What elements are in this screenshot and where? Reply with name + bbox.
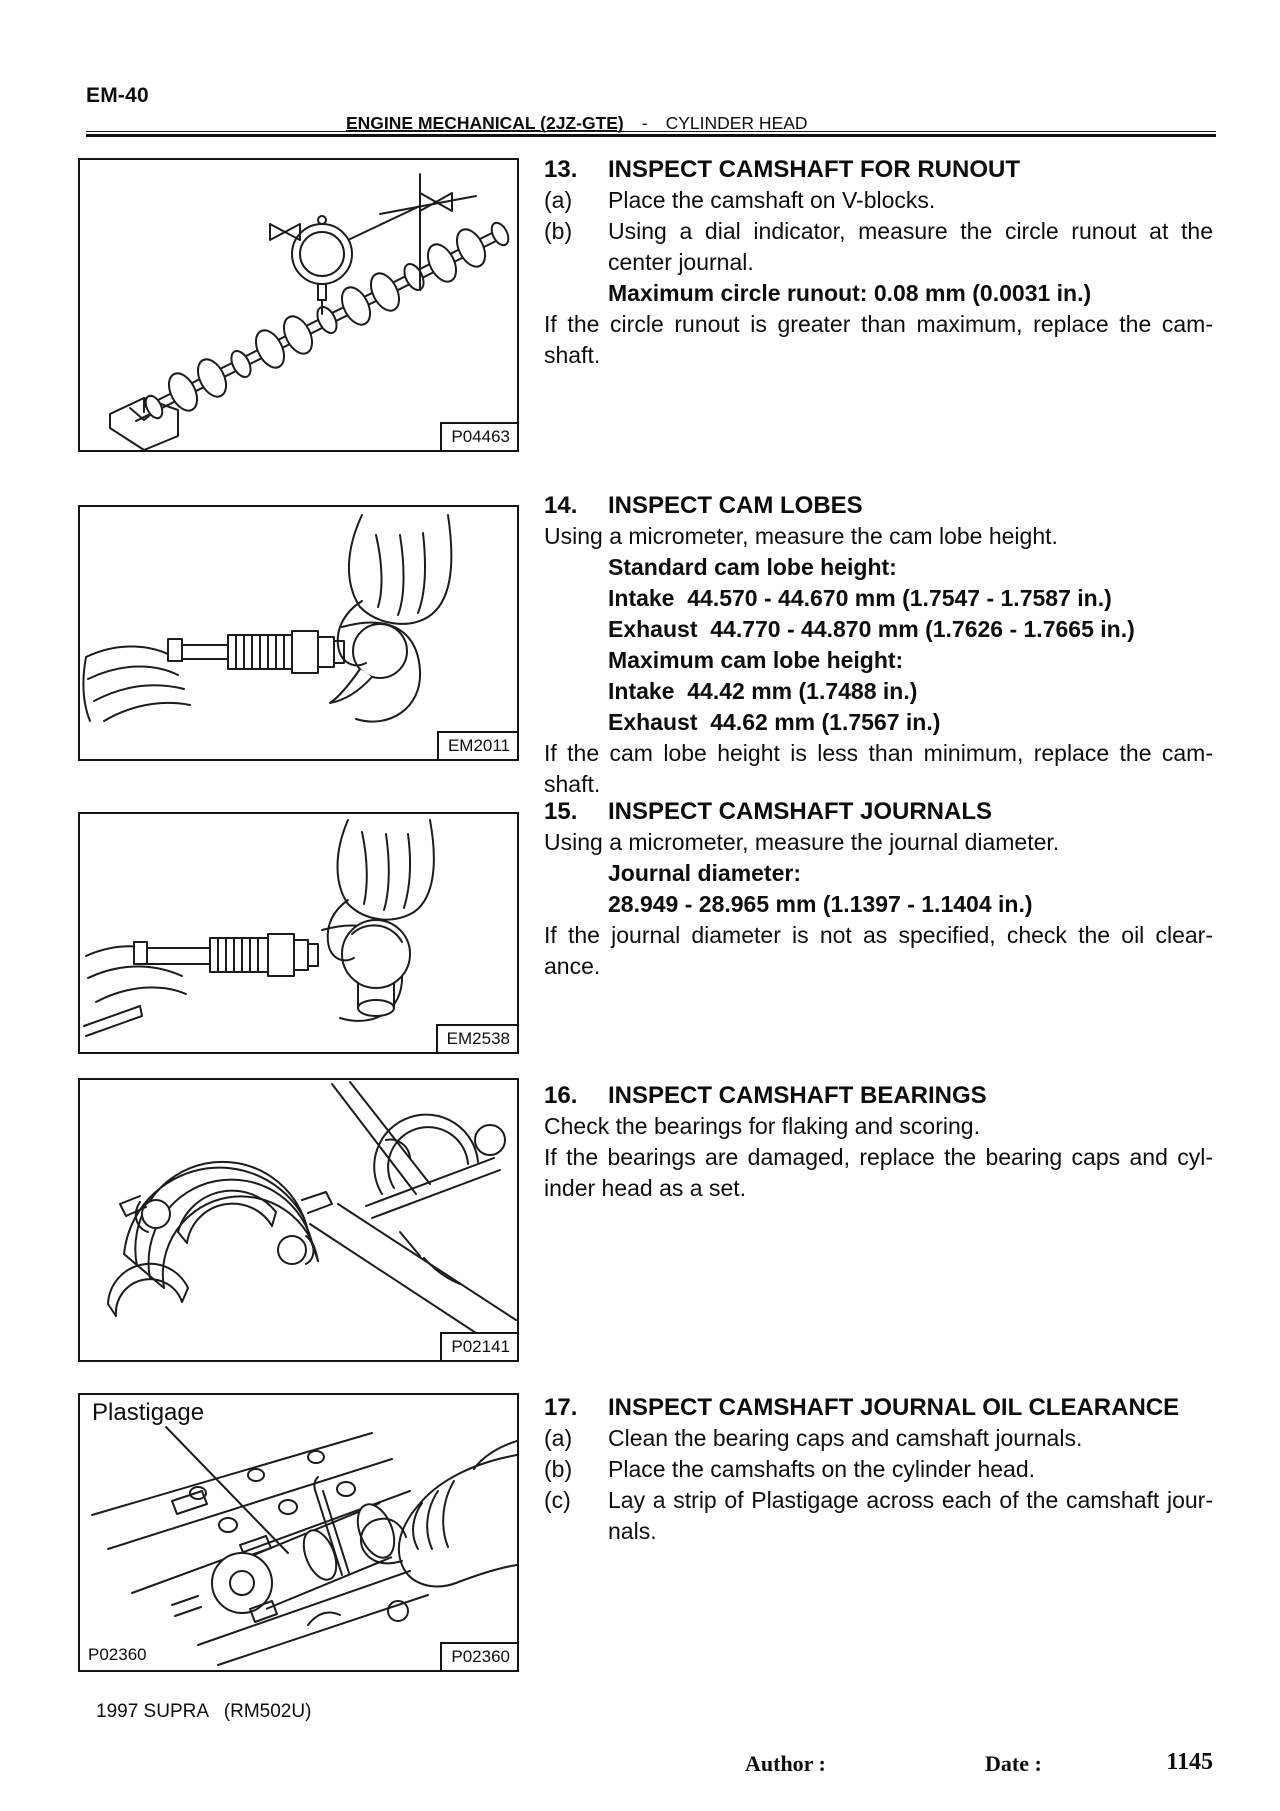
footer-author-label: Author : bbox=[745, 1751, 826, 1776]
step-label: (c) bbox=[544, 1487, 571, 1513]
body-line: inder head as a set. bbox=[544, 1175, 747, 1201]
step-text: Clean the bearing caps and camshaft journals. bbox=[608, 1425, 1083, 1451]
plastigage-callout: Plastigage bbox=[92, 1399, 205, 1426]
body-line: shaft. bbox=[544, 771, 601, 797]
body-line: If the cam lobe height is less than minimum, replace the cam- bbox=[544, 740, 1213, 766]
section-title: INSPECT CAMSHAFT FOR RUNOUT bbox=[608, 156, 1020, 183]
section-title: INSPECT CAMSHAFT BEARINGS bbox=[608, 1082, 987, 1109]
step-text: Using a dial indicator, measure the circle runout at the bbox=[608, 218, 1213, 244]
spec-line: Intake 44.42 mm (1.7488 in.) bbox=[608, 678, 918, 704]
figure-camshaft-runout bbox=[78, 158, 519, 452]
camshaft-bearings-drawing bbox=[80, 1080, 517, 1360]
section-number: 14. bbox=[544, 492, 578, 519]
header-section: ENGINE MECHANICAL (2JZ-GTE) bbox=[346, 113, 624, 133]
figure-label: P04463 bbox=[440, 422, 517, 450]
section-heading bbox=[544, 1080, 1213, 1111]
body-line: If the circle runout is greater than maximum, replace the cam- bbox=[544, 311, 1213, 337]
step-text: Lay a strip of Plastigage across each of the camshaft jour- bbox=[608, 1487, 1213, 1513]
spec-line: Maximum circle runout: 0.08 mm (0.0031 in.) bbox=[608, 280, 1092, 306]
section-number: 17. bbox=[544, 1394, 578, 1421]
procedure-step bbox=[544, 1454, 1213, 1485]
step-label: (b) bbox=[544, 1456, 573, 1482]
page-code: EM-40 bbox=[86, 84, 149, 107]
figure-label: P02141 bbox=[440, 1332, 517, 1360]
step-label: (a) bbox=[544, 1425, 573, 1451]
spec-line: Maximum cam lobe height: bbox=[608, 647, 904, 673]
section-number: 15. bbox=[544, 798, 578, 825]
spec-line: Standard cam lobe height: bbox=[608, 554, 897, 580]
step-label: (a) bbox=[544, 187, 573, 213]
procedure-step bbox=[544, 1423, 1213, 1454]
header-separator: - bbox=[641, 113, 648, 133]
procedure-step bbox=[544, 1485, 1213, 1516]
plastigage-drawing bbox=[80, 1395, 517, 1670]
section-title: INSPECT CAM LOBES bbox=[608, 492, 863, 519]
footer-model-code: 1997 SUPRA (RM502U) bbox=[96, 1701, 312, 1722]
footer-page-number: 1145 bbox=[1166, 1749, 1213, 1775]
body-line: If the bearings are damaged, replace the bearing caps and cyl- bbox=[544, 1144, 1213, 1170]
section-heading bbox=[544, 796, 1213, 827]
body-line: ance. bbox=[544, 953, 601, 979]
figure-journal-micrometer bbox=[78, 812, 519, 1054]
body-line: If the journal diameter is not as specified, check the oil clear- bbox=[544, 922, 1213, 948]
section-heading bbox=[544, 154, 1213, 185]
cam-lobe-micrometer-drawing bbox=[80, 507, 517, 759]
continuation-line: nals. bbox=[608, 1518, 657, 1544]
section-title: INSPECT CAMSHAFT JOURNAL OIL CLEARANCE bbox=[608, 1394, 1180, 1421]
journal-micrometer-drawing bbox=[80, 814, 517, 1052]
procedure-step bbox=[544, 216, 1213, 247]
figure-label: EM2011 bbox=[437, 731, 517, 759]
footer-date-label: Date : bbox=[985, 1751, 1042, 1776]
step-text: Place the camshafts on the cylinder head. bbox=[608, 1456, 1036, 1482]
figure-label: P02360 bbox=[88, 1645, 147, 1664]
spec-line: Journal diameter: bbox=[608, 860, 801, 886]
figure-label: EM2538 bbox=[436, 1024, 517, 1052]
section-15-inspect-camshaft-journals bbox=[544, 796, 1213, 982]
procedure-step bbox=[544, 185, 1213, 216]
section-heading bbox=[544, 490, 1213, 521]
figure-plastigage bbox=[78, 1393, 519, 1672]
step-text: Place the camshaft on V-blocks. bbox=[608, 187, 936, 213]
step-label: (b) bbox=[544, 218, 573, 244]
continuation-line: center journal. bbox=[608, 249, 754, 275]
camshaft-runout-drawing bbox=[80, 160, 517, 450]
section-title: INSPECT CAMSHAFT JOURNALS bbox=[608, 798, 993, 825]
body-line: Using a micrometer, measure the cam lobe height. bbox=[544, 523, 1058, 549]
section-17-inspect-camshaft-journal-oil-clearance bbox=[544, 1392, 1213, 1547]
spec-line: 28.949 - 28.965 mm (1.1397 - 1.1404 in.) bbox=[608, 891, 1033, 917]
spec-line: Intake 44.570 - 44.670 mm (1.7547 - 1.7587 in.) bbox=[608, 585, 1112, 611]
body-line: Using a micrometer, measure the journal diameter. bbox=[544, 829, 1060, 855]
body-line: Check the bearings for flaking and scoring. bbox=[544, 1113, 980, 1139]
body-line: shaft. bbox=[544, 342, 601, 368]
figure-camshaft-bearings bbox=[78, 1078, 519, 1362]
figure-label: P02360 bbox=[440, 1642, 517, 1670]
header-divider bbox=[86, 131, 1216, 137]
spec-line: Exhaust 44.62 mm (1.7567 in.) bbox=[608, 709, 941, 735]
spec-line: Exhaust 44.770 - 44.870 mm (1.7626 - 1.7665 in.) bbox=[608, 616, 1135, 642]
section-number: 13. bbox=[544, 156, 578, 183]
figure-cam-lobe-micrometer bbox=[78, 505, 519, 761]
section-number: 16. bbox=[544, 1082, 578, 1109]
section-16-inspect-camshaft-bearings bbox=[544, 1080, 1213, 1204]
header-subsection: CYLINDER HEAD bbox=[665, 113, 808, 133]
section-heading bbox=[544, 1392, 1213, 1423]
section-14-inspect-cam-lobes bbox=[544, 490, 1213, 800]
section-13-inspect-camshaft-for-runout bbox=[544, 154, 1213, 371]
